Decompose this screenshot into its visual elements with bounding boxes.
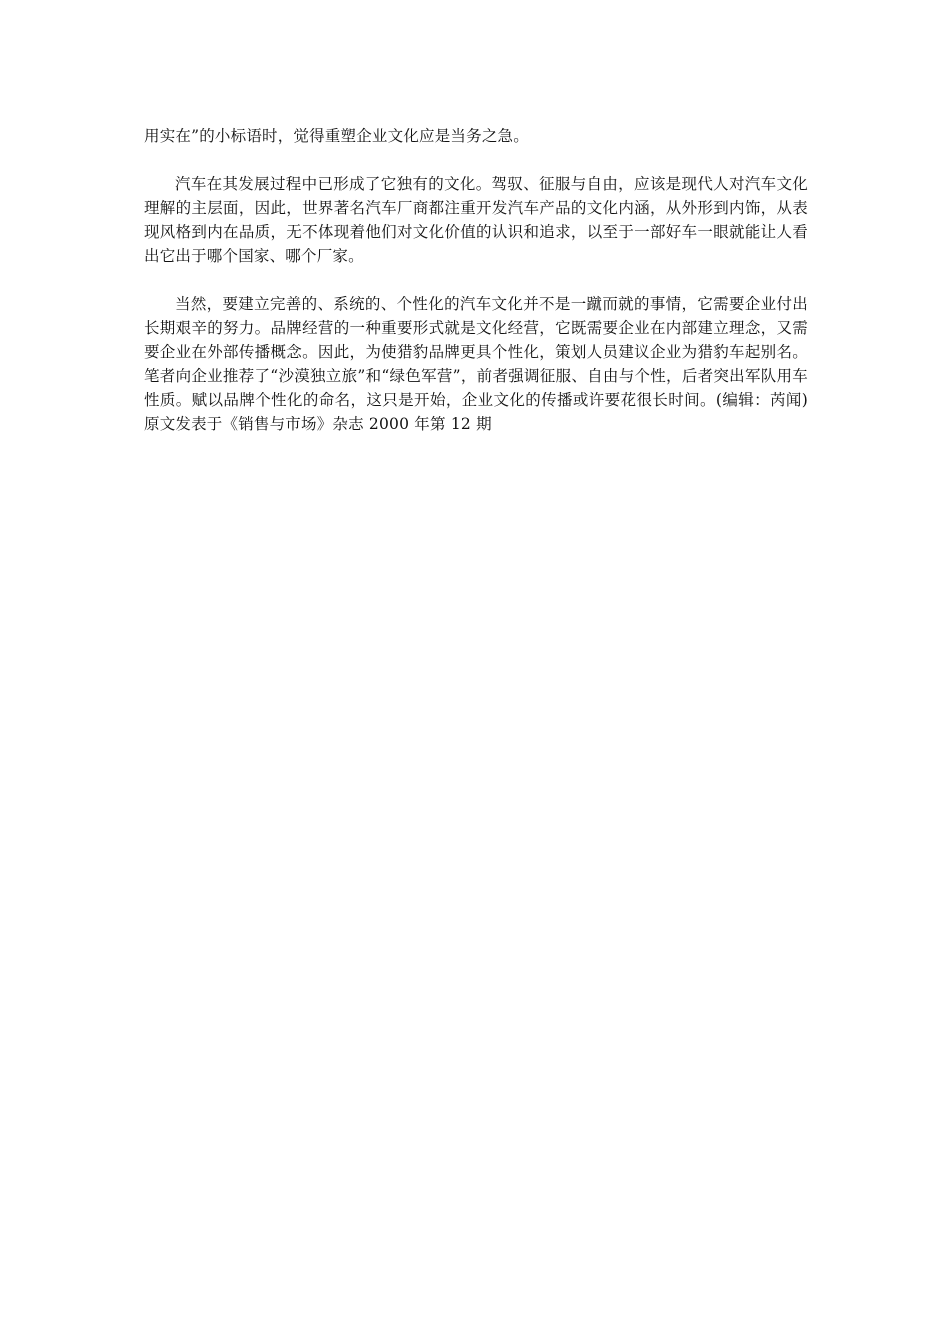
paragraph-car-culture: 汽车在其发展过程中已形成了它独有的文化。驾驭、征服与自由，应该是现代人对汽车文化理解的主层面，因此，世界著名汽车厂商都注重开发汽车产品的文化内涵，从外形到内饰，从表现风格到内在品质，无不体现着他们对文化价值的认识和追求，以至于一部好车一眼就能让人看出它出于哪个国家、哪个厂家。 bbox=[144, 175, 808, 265]
paragraph-brand-naming: 当然，要建立完善的、系统的、个性化的汽车文化并不是一蹴而就的事情，它需要企业付出长期艰辛的努力。品牌经营的一种重要形式就是文化经营，它既需要企业在内部建立理念，又需要企业在外部传播概念。因此，为使猎豹品牌更具个性化，策划人员建议企业为猎豹车起别名。笔者向企业推荐了“沙漠独立旅”和“绿色军营”，前者强调征服、自由与个性，后者突出军队用车性质。赋以品牌个性化的命名，这只是开始，企业文化的传播或许要花很长时间。(编辑：芮闻)原文发表于《销售与市场》杂志 2000 年第 12 期 bbox=[144, 295, 808, 433]
paragraph-continuation: 用实在”的小标语时，觉得重塑企业文化应是当务之急。 bbox=[144, 127, 529, 145]
document-body bbox=[144, 124, 808, 460]
